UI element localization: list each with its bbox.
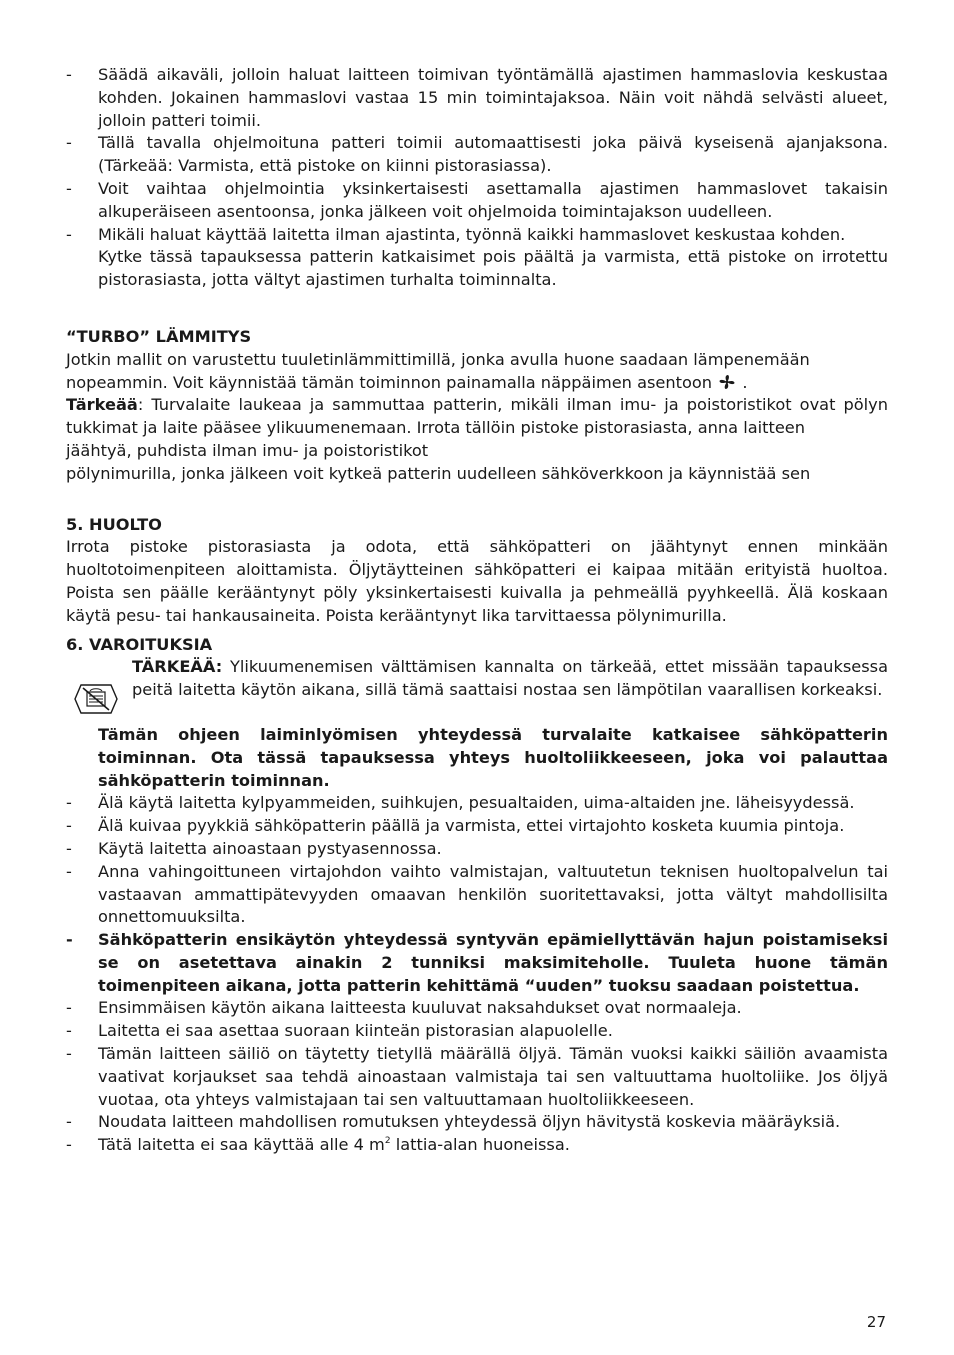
- document-page: [66, 64, 888, 1157]
- important-label: TÄRKEÄÄ:: [132, 657, 223, 677]
- do-not-cover-icon: [74, 684, 118, 714]
- intro-list: [66, 64, 888, 292]
- section-heading: 6. VAROITUKSIA: [66, 634, 213, 654]
- list-item: [66, 1134, 888, 1157]
- list-item-text: lattia-alan huoneissa.: [390, 1135, 570, 1155]
- list-item: - Noudata laitteen mahdollisen romutuksen yhteydessä öljyn hävitystä koskevia määräyksiä.: [66, 1111, 888, 1134]
- list-item: - Voit vaihtaa ohjelmointia yksinkertaisesti asettamalla ajastimen hammaslovet takaisin alkuperäiseen asentoonsa, jonka jälkeen voit ohjelmoida toimintajakson uudelleen.: [66, 178, 888, 224]
- fan-icon: [717, 374, 737, 390]
- paragraph-text: .: [742, 372, 748, 392]
- list-item: - Säädä aikaväli, jolloin haluat laitteen toimivan työntämällä ajastimen hammaslovia keskustaa kohden. Jokainen hammaslovi vastaa 15 min toimintajaksoa. Näin voit nähdä selvästi alueet, jolloin patteri toimii.: [66, 64, 888, 132]
- list-item: - Älä kuivaa pyykkiä sähköpatterin päällä ja varmista, ettei virtajohto kosketa kuumia pintoja.: [66, 815, 888, 838]
- warning-block: [66, 656, 888, 702]
- list-item: - Älä käytä laitetta kylpyammeiden, suihkujen, pesualtaiden, uima-altaiden jne. läheisyydessä.: [66, 792, 888, 815]
- paragraph-line: pölynimurilla, jonka jälkeen voit kytkeä patterin uudelleen sähköverkkoon ja käynnistää sen: [66, 463, 811, 483]
- paragraph: Irrota pistoke pistorasiasta ja odota, että sähköpatteri on jäähtynyt ennen minkään huoltotoimenpiteen aloittamista. Öljytäytteinen sähköpatteri ei kaipaa mitään erityistä huoltoa. Poista sen päälle kerääntynyt pöly yksinkertaisesti kuivalla ja pehmeällä pyyhkeellä. Älä koskaan käytä pesu- tai hankausaineita. Poista kerääntynyt lika tarvittaessa pölynimurilla.: [66, 537, 888, 625]
- list-item-text: Tätä laitetta ei saa käyttää alle 4 m: [98, 1135, 385, 1155]
- important-note: [66, 394, 888, 440]
- list-item: - Anna vahingoittuneen virtajohdon vaihto valmistajan, valtuutetun teknisen huoltopalvelun tai vastaavan ammattipätevyyden omaavan henkilön suoritettavaksi, jotta vältyt mahdollisilta onnettomuuksilta.: [66, 861, 888, 929]
- important-text: Ylikuumenemisen välttämisen kannalta on tärkeää, ettet missään tapauksessa peitä laitetta käytön aikana, sillä tämä saattaisi nostaa sen lämpötilan vaarallisen korkeaksi.: [132, 657, 888, 700]
- paragraph-line: jäähtyä, puhdista ilman imu- ja poistoristikot: [66, 440, 429, 460]
- paragraph-line: Jotkin mallit on varustettu tuuletinlämmittimillä, jonka avulla huone saadaan lämpenemään: [66, 349, 810, 369]
- list-item-continuation: Kytke tässä tapauksessa patterin katkaisimet pois päältä ja varmista, että pistoke on irrotettu pistorasiasta, jotta vältyt ajastimen turhalta toiminnalta.: [98, 247, 888, 290]
- superscript: 2: [384, 1136, 391, 1147]
- page-number: 27: [866, 1313, 886, 1331]
- list-item: - Tämän laitteen säiliö on täytetty tietyllä määrällä öljyä. Tämän vuoksi kaikki säiliön avaamista vaativat korjaukset saa tehdä ainoastaan valmistaja tai sen valtuuttama huoltoliike. Jos öljyä vuotaa, ota yhteys valmistajaan tai sen valtuuttamaan huoltoliikkeeseen.: [66, 1043, 888, 1111]
- varoituksia-section: [66, 634, 888, 1158]
- section-heading: “TURBO” LÄMMITYS: [66, 326, 252, 346]
- list-item: - Sähköpatterin ensikäytön yhteydessä syntyvän epämiellyttävän hajun poistamiseksi se on asetettava ainakin 2 tunniksi maksimiteholle. Tuuleta huone tämän toimenpiteen aikana, jotta patterin kehittämä “uuden” tuoksu saadaan poistettua.: [66, 929, 888, 997]
- list-item: - Käytä laitetta ainoastaan pystyasennossa.: [66, 838, 888, 861]
- list-item: - Tällä tavalla ohjelmoituna patteri toimii automaattisesti joka päivä kyseisenä ajanjaksona. (Tärkeää: Varmista, että pistoke on kiinni pistorasiassa).: [66, 132, 888, 178]
- bold-notice: Tämän ohjeen laiminlyömisen yhteydessä turvalaite katkaisee sähköpatterin toiminnan. Ota tässä tapauksessa yhteys huoltoliikkeeseen, joka voi palauttaa sähköpatterin toiminnan.: [98, 724, 888, 790]
- list-item: - Mikäli haluat käyttää laitetta ilman ajastinta, työnnä kaikki hammaslovet keskustaa kohden.: [66, 224, 888, 247]
- section-heading: 5. HUOLTO: [66, 514, 162, 534]
- important-label: Tärkeää: [66, 395, 138, 415]
- huolto-section: [66, 514, 888, 628]
- paragraph-text: nopeammin. Voit käynnistää tämän toiminnon painamalla näppäimen asentoon: [66, 372, 713, 392]
- important-text: : Turvalaite laukeaa ja sammuttaa patterin, mikäli ilman imu- ja poistoristikot ovat pölyn tukkimat ja laite pääsee ylikuumenemaan. Irrota tällöin pistoke pistorasiasta, anna laitteen: [66, 395, 888, 438]
- list-item: - Laitetta ei saa asettaa suoraan kiinteän pistorasian alapuolelle.: [66, 1020, 888, 1043]
- warnings-list: [66, 792, 888, 1157]
- list-item: - Ensimmäisen käytön aikana laitteesta kuuluvat naksahdukset ovat normaaleja.: [66, 997, 888, 1020]
- important-note: [132, 656, 888, 702]
- turbo-section: [66, 326, 888, 486]
- paragraph-line: [66, 372, 888, 395]
